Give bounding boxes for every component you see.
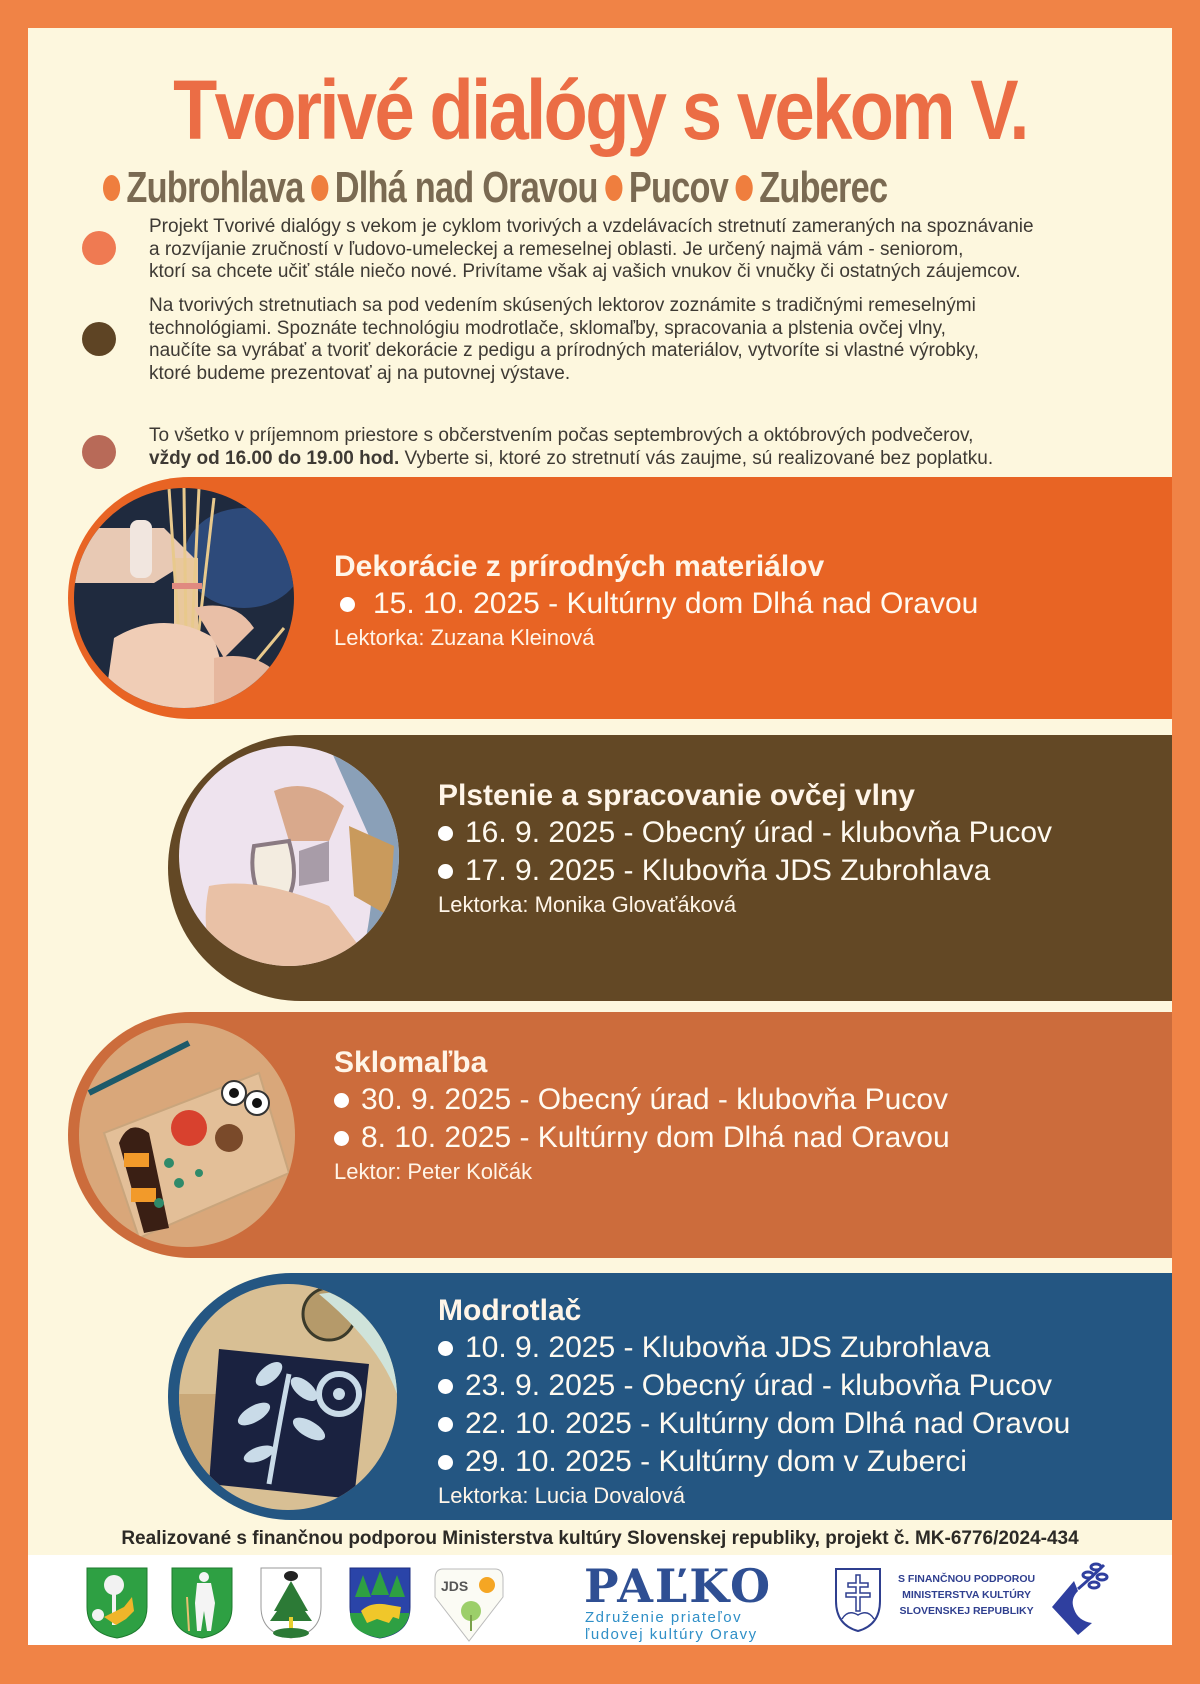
workshop-date: 10. 9. 2025 - Klubovňa JDS Zubrohlava [438,1329,1070,1367]
logos-strip [28,1555,1172,1645]
bullet-icon [82,231,116,265]
workshop-date: 16. 9. 2025 - Obecný úrad - klubovňa Pucov [438,814,1052,852]
places-row [103,158,895,218]
workshop-title: Plstenie a spracovanie ovčej vlny [438,779,915,812]
workshop-title: Sklomaľba [334,1046,488,1079]
workshop-lecturer: Lektorka: Monika Glovaťáková [438,892,737,917]
place-item: Pucov [606,163,728,213]
workshop-band-sklomalba [68,1012,1172,1258]
intro-paragraph-1: Projekt Tvorivé dialógy s vekom je cyklom tvorivých a vzdelávacích stretnutí zameraných na spoznávanie a rozvíjanie zručností v ľudovo-umeleckej a remeselnej oblasti. Je určený najmä vám - seniorom, ktorí sa chcete učiť stále niečo nové. Privítame však aj vašich vnukov či vnučky či ostatných záujemcov. [149,216,1034,282]
place-item: Dlhá nad Oravou [311,163,597,213]
bullet-dot-icon [438,1341,453,1356]
bullet-dot-icon [438,1379,453,1394]
workshop-lecturer: Lektorka: Lucia Dovalová [438,1483,686,1508]
dot-icon [606,175,623,201]
bullet-dot-icon [438,1417,453,1432]
workshop-date: 22. 10. 2025 - Kultúrny dom Dlhá nad Oravou [438,1405,1070,1443]
bullet-icon [82,322,116,356]
dot-icon [103,175,120,201]
poster-title: Tvorivé dialógy s vekom V. [173,63,1027,157]
bullet-dot-icon [340,597,355,612]
ministry-of-culture-logo-icon [1048,1559,1112,1639]
bullet-dot-icon [438,1455,453,1470]
bullet-dot-icon [334,1131,349,1146]
palko-logo-subtitle: Združenie priateľov ľudovej kultúry Oravy [585,1609,758,1643]
workshop-lecturer: Lektor: Peter Kolčák [334,1159,533,1184]
svg-text:JDS: JDS [441,1578,469,1594]
coat-of-arms-man-icon [171,1567,233,1639]
workshop-lecturer: Lektorka: Zuzana Kleinová [334,625,595,650]
coat-of-arms-deer-icon [86,1567,148,1639]
bullet-dot-icon [438,826,453,841]
poster [28,28,1172,1645]
workshop-content [438,778,1052,920]
workshop-band-modrotlac [168,1273,1172,1520]
palko-logo-wordmark: PAĽKO [584,1559,773,1613]
workshop-date: 17. 9. 2025 - Klubovňa JDS Zubrohlava [438,852,1052,890]
coat-of-arms-grouse-spruce-icon [260,1567,322,1639]
jds-logo-icon [433,1567,505,1643]
photo-blueprint-fabric [179,1284,397,1510]
ministry-support-text: S FINANČNOU PODPOROU MINISTERSTVA KULTÚRY SLOVENSKEJ REPUBLIKY [898,1573,1036,1617]
workshop-title: Dekorácie z prírodných materiálov [334,550,825,583]
funding-credit: Realizované s finančnou podporou Ministerstva kultúry Slovenskej republiky, projekt č. MK-6776/2024-434 [121,1528,1079,1549]
slovak-coat-of-arms-icon [834,1567,882,1633]
workshop-content [334,549,978,653]
dot-icon [311,175,328,201]
workshop-band-dekoracie [68,477,1172,719]
workshop-content [334,1045,950,1187]
dot-icon [736,175,753,201]
place-item: Zuberec [736,163,887,213]
bullet-dot-icon [438,864,453,879]
intro-paragraph-2: Na tvorivých stretnutiach sa pod vedením skúsených lektorov zoznámite s tradičnými remeselnými technológiami. Spoznáte technológiu modrotlače, sklomaľby, spracovania a plstenia ovčej vlny, naučíte sa vyrábať a tvoriť dekorácie z pedigu a prírodných materiálov, vytvoríte si vlastné výrobky, ktoré budeme prezentovať aj na putovnej výstave. [149,295,979,384]
photo-wool-felting [179,746,399,966]
photo-pedig-weaving [74,488,294,708]
photo-glass-painting [79,1023,295,1247]
intro-paragraph-3: To všetko v príjemnom priestore s občerstvením počas septembrových a októbrových podvečerov, vždy od 16.00 do 19.00 hod. Vyberte si, ktoré zo stretnutí vás zaujme, sú realizované bez poplatku. [149,425,994,469]
workshop-date: 29. 10. 2025 - Kultúrny dom v Zuberci [438,1443,1070,1481]
bullet-icon [82,435,116,469]
workshop-title: Modrotlač [438,1294,582,1327]
workshop-date: 15. 10. 2025 - Kultúrny dom Dlhá nad Oravou [340,585,978,623]
bullet-dot-icon [334,1093,349,1108]
place-item: Zubrohlava [103,163,304,213]
workshop-date: 8. 10. 2025 - Kultúrny dom Dlhá nad Oravou [334,1119,950,1157]
coat-of-arms-lion-trees-icon [349,1567,411,1639]
workshop-date: 30. 9. 2025 - Obecný úrad - klubovňa Pucov [334,1081,950,1119]
workshop-content [438,1293,1070,1511]
workshop-date: 23. 9. 2025 - Obecný úrad - klubovňa Pucov [438,1367,1070,1405]
workshop-band-plstenie [168,735,1172,1001]
